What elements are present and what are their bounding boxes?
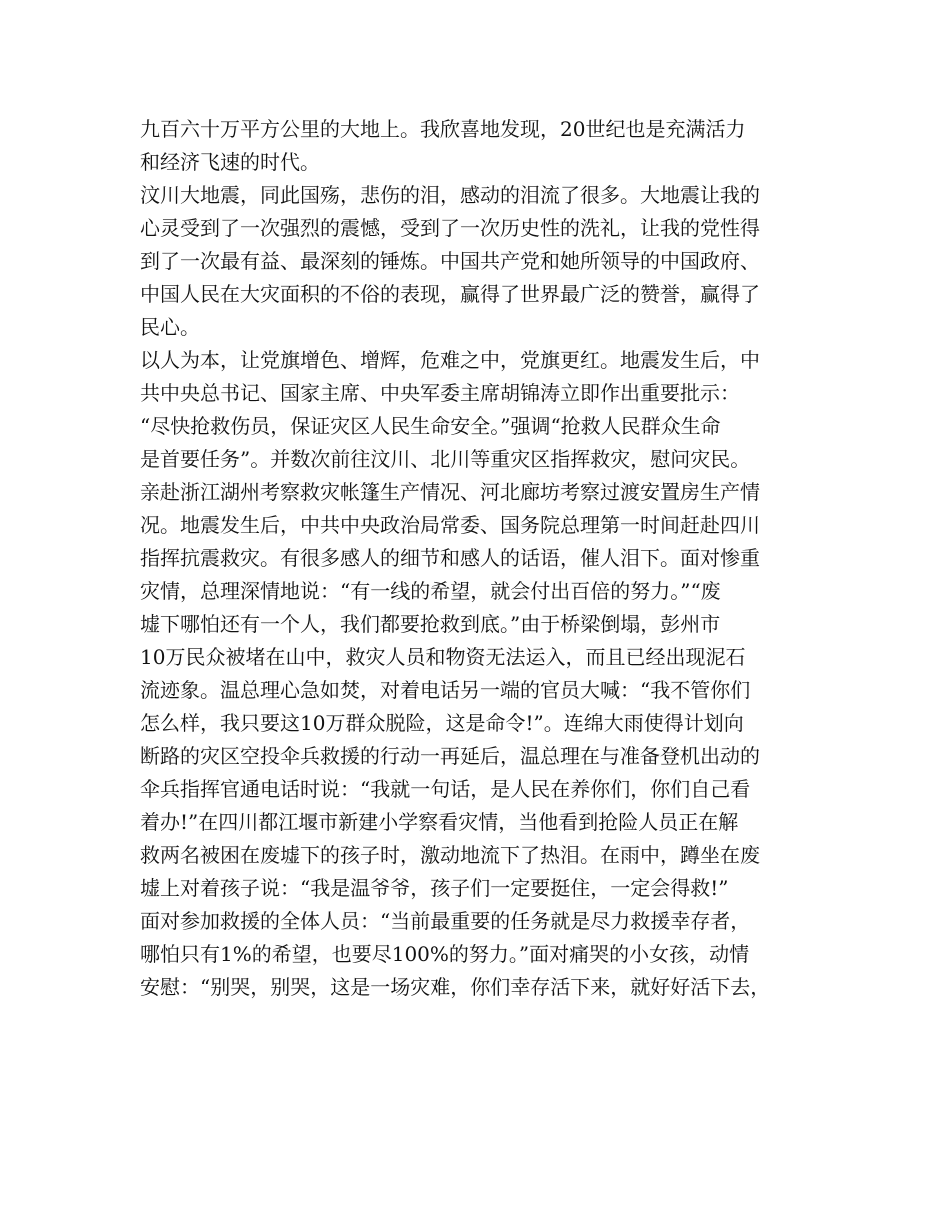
text-line: 10万民众被堵在山中，救灾人员和物资无法运入，而且已经出现泥石 — [140, 645, 746, 669]
text-line: 和经济飞速的时代。 — [140, 150, 320, 174]
text-line: 民心。 — [140, 315, 200, 339]
text-line: 指挥抗震救灾。有很多感人的细节和感人的话语，催人泪下。面对惨重 — [140, 546, 760, 570]
text-line: 中国人民在大灾面积的不俗的表现，赢得了世界最广泛的赞誉，赢得了 — [140, 282, 760, 306]
text-line: 以人为本，让党旗增色、增辉，危难之中，党旗更红。地震发生后，中 — [140, 348, 760, 372]
text-line: 是首要任务”。并数次前往汶川、北川等重灾区指挥救灾，慰问灾民。 — [140, 447, 751, 471]
text-line: 灾情，总理深情地说：“有一线的希望，就会付出百倍的努力。”“废 — [140, 579, 721, 603]
text-line: 救两名被困在废墟下的孩子时，激动地流下了热泪。在雨中，蹲坐在废 — [140, 843, 760, 867]
text-line: 墟下哪怕还有一个人，我们都要抢救到底。”由于桥梁倒塌，彭州市 — [140, 612, 721, 636]
text-line: 汶川大地震，同此国殇，悲伤的泪，感动的泪流了很多。大地震让我的 — [140, 183, 760, 207]
text-line: 墟上对着孩子说：“我是温爷爷，孩子们一定要挺住，一定会得救!” — [140, 876, 729, 900]
text-line: 面对参加救援的全体人员：“当前最重要的任务就是尽力救援幸存者， — [140, 909, 751, 933]
text-line: 共中央总书记、国家主席、中央军委主席胡锦涛立即作出重要批示： — [140, 381, 740, 405]
text-line: 断路的灾区空投伞兵救援的行动一再延后，温总理在与准备登机出动的 — [140, 744, 760, 768]
text-line: 九百六十万平方公里的大地上。我欣喜地发现，20世纪也是充满活力 — [140, 117, 746, 141]
text-line: 到了一次最有益、最深刻的锤炼。中国共产党和她所领导的中国政府、 — [140, 249, 760, 273]
text-line: 流迹象。温总理心急如焚，对着电话另一端的官员大喊：“我不管你们 — [140, 678, 751, 702]
text-line: 伞兵指挥官通电话时说：“我就一句话，是人民在养你们，你们自己看 — [140, 777, 751, 801]
text-line: 怎么样，我只要这10万群众脱险，这是命令!”。连绵大雨使得计划向 — [140, 711, 744, 735]
text-line: 哪怕只有1%的希望，也要尽100%的努力。”面对痛哭的小女孩，动情 — [140, 942, 750, 966]
text-line: 亲赴浙江湖州考察救灾帐篷生产情况、河北廊坊考察过渡安置房生产情 — [140, 480, 760, 504]
text-line: 安慰：“别哭，别哭，这是一场灾难，你们幸存活下来，就好好活下去， — [140, 975, 771, 999]
body-text — [140, 113, 820, 1004]
text-line: 着办!”在四川都江堰市新建小学察看灾情，当他看到抢险人员正在解 — [140, 810, 739, 834]
text-line: 况。地震发生后，中共中央政治局常委、国务院总理第一时间赶赴四川 — [140, 513, 760, 537]
text-line: 心灵受到了一次强烈的震憾，受到了一次历史性的洗礼，让我的党性得 — [140, 216, 760, 240]
text-line: “尽快抢救伤员，保证灾区人民生命安全。”强调“抢救人民群众生命 — [140, 414, 721, 438]
